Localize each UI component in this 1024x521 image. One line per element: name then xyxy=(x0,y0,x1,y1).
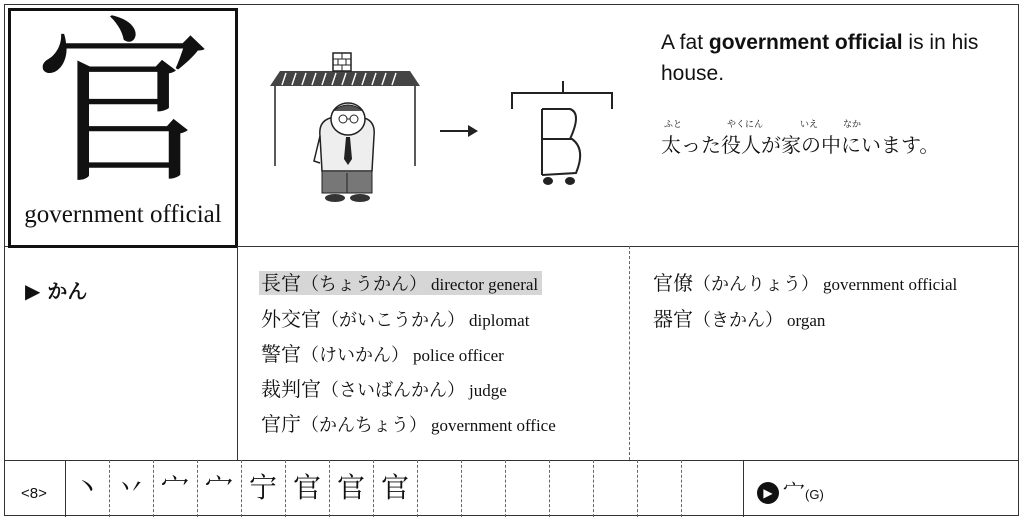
divider xyxy=(593,460,594,517)
furigana: やくにん xyxy=(727,120,764,130)
vocab-reading: （かんちょう） xyxy=(301,415,427,436)
divider xyxy=(329,460,330,517)
vocab-item xyxy=(261,373,507,406)
kanji-character: 官 xyxy=(34,1,212,208)
vocab-item xyxy=(261,338,504,371)
stroke-step: 宀 xyxy=(160,471,189,504)
kanji-meaning: government official xyxy=(24,201,222,228)
vocab-reading: （さいばんかん） xyxy=(321,380,465,401)
vocab-english: judge xyxy=(469,381,507,400)
divider xyxy=(743,460,744,517)
divider xyxy=(461,460,462,517)
vocab-reading: （かんりょう） xyxy=(693,274,819,295)
mnemonic-japanese: 太った役人が家の中にいます。 xyxy=(661,133,940,157)
divider xyxy=(637,460,638,517)
official-figure-icon xyxy=(314,103,374,202)
vocab-reading: （がいこうかん） xyxy=(321,310,465,331)
vocab-english: diplomat xyxy=(469,311,530,330)
vocab-word: 器官 xyxy=(653,307,693,331)
divider xyxy=(373,460,374,517)
stroke-step: 丶 xyxy=(72,471,101,504)
divider xyxy=(153,460,154,517)
divider xyxy=(5,460,1018,461)
furigana: ふと xyxy=(664,120,683,130)
radical-symbol: 宀 xyxy=(783,480,806,505)
vocab-english: director general xyxy=(431,275,539,294)
vocab-word: 官僚 xyxy=(653,271,693,295)
onyomi-reading: ▶ かん xyxy=(25,279,88,303)
furigana: なか xyxy=(843,120,862,130)
vocab-word: 外交官 xyxy=(261,307,321,331)
stroke-step: 官 xyxy=(380,471,409,504)
vocab-item xyxy=(261,408,556,441)
kanji-box xyxy=(8,1,238,248)
mnemonic-text: is in his house. xyxy=(661,31,979,85)
furigana: いえ xyxy=(800,120,819,130)
vocab-word: 裁判官 xyxy=(261,377,321,401)
vocab-item xyxy=(653,303,825,336)
play-icon: ▶ xyxy=(757,482,779,504)
divider xyxy=(109,460,110,517)
vocab-reading: （けいかん） xyxy=(301,345,409,366)
vocab-english: police officer xyxy=(413,346,504,365)
stroke-step: 宁 xyxy=(248,471,277,504)
stroke-count: <8> xyxy=(21,485,47,502)
vocab-word: 長官 xyxy=(261,271,301,295)
mnemonic-keyword: government official xyxy=(708,31,903,54)
divider xyxy=(285,460,286,517)
radical-info xyxy=(757,475,824,506)
divider xyxy=(505,460,506,517)
stroke-step: 官 xyxy=(292,471,321,504)
vocab-highlight xyxy=(259,271,542,295)
vocab-item xyxy=(261,303,529,336)
divider xyxy=(241,460,242,517)
vocab-english: government official xyxy=(823,275,958,294)
mnemonic-illustration xyxy=(250,41,640,211)
vocab-english: government office xyxy=(431,416,556,435)
stroke-step: 宀 xyxy=(204,471,233,504)
mnemonic-text: A fat xyxy=(661,31,709,54)
divider xyxy=(65,460,66,517)
vocab-item xyxy=(259,267,542,300)
stroke-step: 官 xyxy=(336,471,365,504)
divider xyxy=(629,246,630,460)
vocab-word: 警官 xyxy=(261,342,301,366)
arrow-right-icon xyxy=(440,125,478,137)
stroke-step: 丷 xyxy=(116,471,145,504)
vocab-reading: （きかん） xyxy=(693,310,783,331)
divider xyxy=(197,460,198,517)
kanji-card xyxy=(4,1,1019,516)
vocab-reading: （ちょうかん） xyxy=(301,274,427,295)
divider xyxy=(681,460,682,517)
vocab-english: organ xyxy=(787,311,826,330)
divider xyxy=(417,460,418,517)
vocab-word: 官庁 xyxy=(261,412,301,436)
radical-suffix: (G) xyxy=(805,487,824,502)
divider xyxy=(237,246,238,460)
mnemonic-english xyxy=(661,27,1001,89)
vocab-item xyxy=(653,267,957,300)
simplified-kanji-figure-icon xyxy=(512,81,612,184)
divider xyxy=(549,460,550,517)
